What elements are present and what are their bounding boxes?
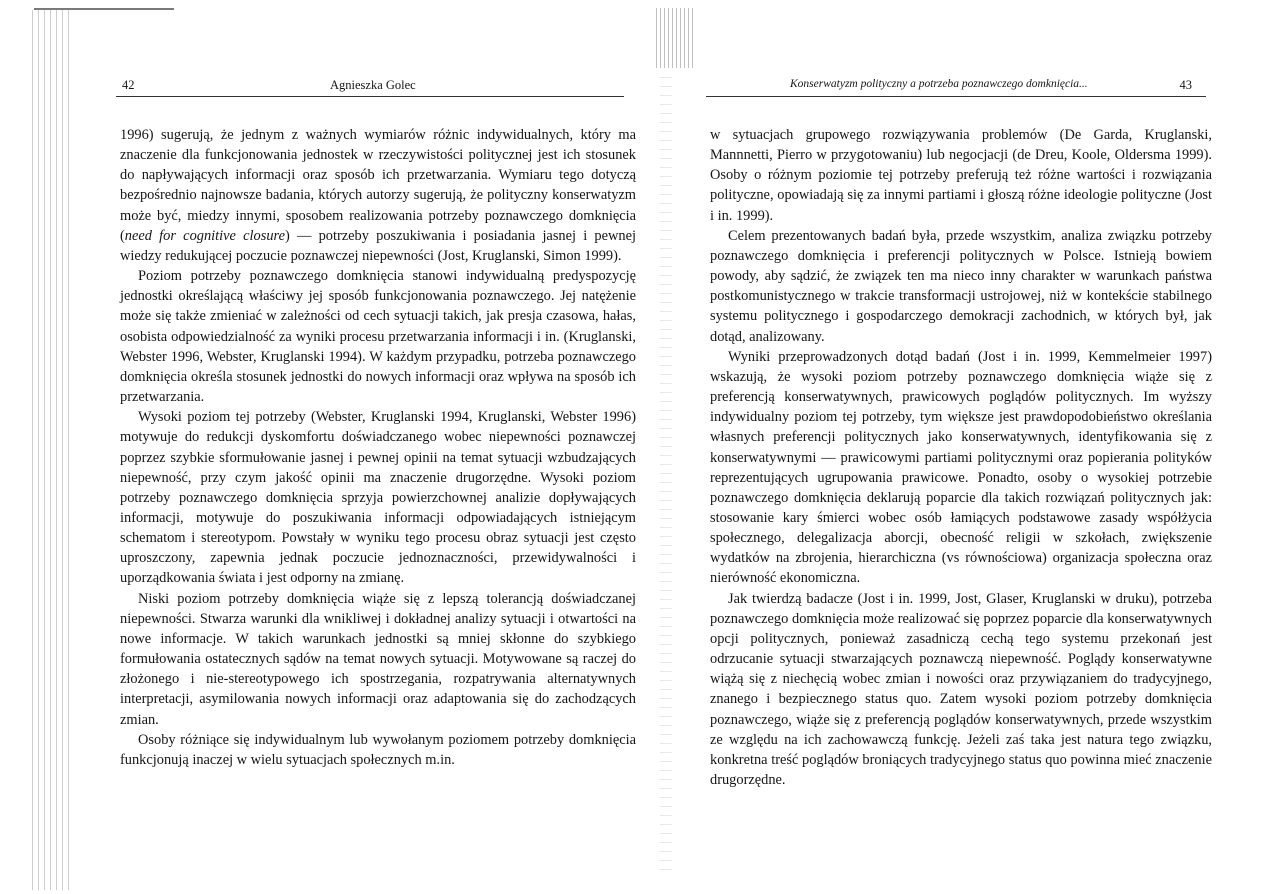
- right-paragraph-1: w sytuacjach grupowego rozwiązywania problemów (De Garda, Kruglanski, Mannnetti, Pierro w przygotowaniu) lub negocjacji (de Dreu, Koole, Oldersma 1999). Osoby o różnym poziomie tej potrzeby preferują też różne wartości i rozwiązania polityczne, opowiadają się za innymi partiami i głoszą różne ideologie polityczne (Jost i in. 1999).: [710, 127, 1212, 224]
- left-running-head: [116, 76, 624, 97]
- right-running-head-title: Konserwatyzm polityczny a potrzeba poznawczego domknięcia...: [790, 78, 1088, 90]
- left-paragraph-1: 1996) sugerują, że jednym z ważnych wymiarów różnic indywidualnych, który ma znaczenie dla funkcjonowania jednostek w rzeczywistości politycznej jest ich stosunek do napływających informacji oraz sposób ich przetwarzania. Wymiaru tego dotyczą bezpośrednio najnowsze badania, których autorzy sugerują, że polityczny konserwatyzm może być, miedzy innymi, sposobem realizowania potrzeby poznawczego domknięcia (need for cognitive closure) — potrzeby poszukiwania i posiadania jasnej i pewnej wiedzy redukującej poczucie poznawczej niepewności (Jost, Kruglanski, Simon 1999).: [120, 127, 636, 264]
- left-paragraph-2: Poziom potrzeby poznawczego domknięcia stanowi indywidualną predyspozycję jednostki określającą właściwy jej sposób funkcjonowania poznawczego. Jej natężenie może się także zmieniać w zależności od cech sytuacji takich, jak presja czasowa, hałas, osobista odpowiedzialność za wyniki procesu przetwarzania informacji i in. (Kruglanski, Webster 1996, Webster, Kruglanski 1994). W każdym przypadku, potrzeba poznawczego domknięcia określa stosunek jednostki do nowych informacji oraz wpływa na sposób ich przetwarzania.: [120, 268, 636, 406]
- scan-binding-artifact: [656, 8, 696, 68]
- right-running-head: [706, 76, 1206, 97]
- right-page-number: 43: [1179, 78, 1192, 92]
- left-paragraph-5: Osoby różniące się indywidualnym lub wywołanym poziomem potrzeby domknięcia funkcjonują inaczej w wielu sytuacjach społecznych m.in.: [120, 731, 636, 768]
- emphasis-term: need for cognitive closure: [124, 227, 285, 244]
- left-running-head-author: Agnieszka Golec: [330, 78, 416, 92]
- right-paragraph-2: Celem prezentowanych badań była, przede wszystkim, analiza związku potrzeby poznawczego domknięcia i preferencji politycznych w Polsce. Istnieją bowiem powody, aby sądzić, że związek ten ma nieco inny charakter w warunkach państwa postkomunistycznego w trakcie transformacji ustrojowej, niż w kontekście stabilnego systemu politycznego i gospodarczego demokracji zachodnich, w których był, jak dotąd, analizowany.: [710, 227, 1212, 345]
- book-gutter: [660, 70, 672, 870]
- left-body-text: [120, 125, 636, 770]
- scan-corner-artifact: [34, 8, 174, 26]
- left-paragraph-4: Niski poziom potrzeby domknięcia wiąże się z lepszą tolerancją doświadczanej niepewności. Stwarza warunki dla wnikliwej i dokładnej analizy sytuacji i otwartości na nowe informacje. W takich warunkach jednostki są mniej skłonne do szybkiego formułowania ostatecznych sądów na temat nowych sytuacji. Motywowane są raczej do złożonego i nie-stereotypowego ich spostrzegania, rozpatrywania alternatywnych interpretacji, asymilowania nowych informacji oraz adaptowania się do zachodzących zmian.: [120, 590, 636, 728]
- right-paragraph-4: Jak twierdzą badacze (Jost i in. 1999, Jost, Glaser, Kruglanski w druku), potrzeba poznawczego domknięcia może realizować się poprzez poparcie dla konserwatywnych opcji politycznych, ponieważ zasadniczą cechą tego systemu przekonań jest odrzucanie sytuacji stwarzających poznawczą niepewność. Poglądy konserwatywne wiążą się z niechęcią wobec zmian i nowości oraz przywiązaniem do tradycyjnego, znanego i bezpiecznego status quo. Zatem wysoki poziom potrzeby domknięcia poznawczego, wiąże się z preferencją poglądów konserwatywnych, przede wszystkim ze względu na ich zachowawczą funkcję. Jeżeli zaś taka jest natura tego związku, konkretna treść poglądów broniących tradycyjnego status quo powinna mieć znaczenie drugorzędne.: [710, 590, 1212, 788]
- right-paragraph-3: Wyniki przeprowadzonych dotąd badań (Jost i in. 1999, Kemmelmeier 1997) wskazują, że wysoki poziom potrzeby poznawczego domknięcia wiąże się z preferencją konserwatywnych, prawicowych poglądów politycznych. Im wyższy indywidualny poziom tej potrzeby, tym większe jest prawdopodobieństwo określania własnych preferencji politycznych jako konserwatywnych, identyfikowania się z konserwatywnymi — prawicowymi partiami politycznymi oraz popierania polityków reprezentujących ugrupowania prawicowe. Ponadto, osoby o wysokiej potrzebie poznawczego domknięcia deklarują poparcie dla takich rozwiązań politycznych jak: stosowanie kary śmierci wobec osób łamiących podstawowe zasady współżycia społecznego, delegalizacja aborcji, obecność religii w szkołach, zwiększenie wydatków na zbrojenia, hierarchiczna (vs równościowa) organizacja społeczna oraz nierówność ekonomiczna.: [710, 348, 1212, 587]
- scan-edge-artifact-left: [30, 10, 72, 890]
- right-body-text: [710, 125, 1212, 790]
- left-paragraph-3: Wysoki poziom tej potrzeby (Webster, Kruglanski 1994, Kruglanski, Webster 1996) motywuje do redukcji dyskomfortu doświadczanego wobec niepewności poznawczej poprzez szybkie sformułowanie jasnej i pewnej opinii na temat sytuacji wzbudzających niepewność, przy czym jakość opinii ma znaczenie drugorzędne. Wysoki poziom potrzeby poznawczego domknięcia sprzyja powierzchownej analizie dopływających informacji, motywuje do poszukiwania informacji odpowiadających istniejącym schematom i stereotypom. Powstały w wyniku tego procesu obraz sytuacji jest często uproszczony, zapewnia jednak poczucie jednoznaczności, przewidywalności i uporządkowania świata i jest odporny na zmianę.: [120, 409, 636, 587]
- left-page-number: 42: [122, 78, 135, 92]
